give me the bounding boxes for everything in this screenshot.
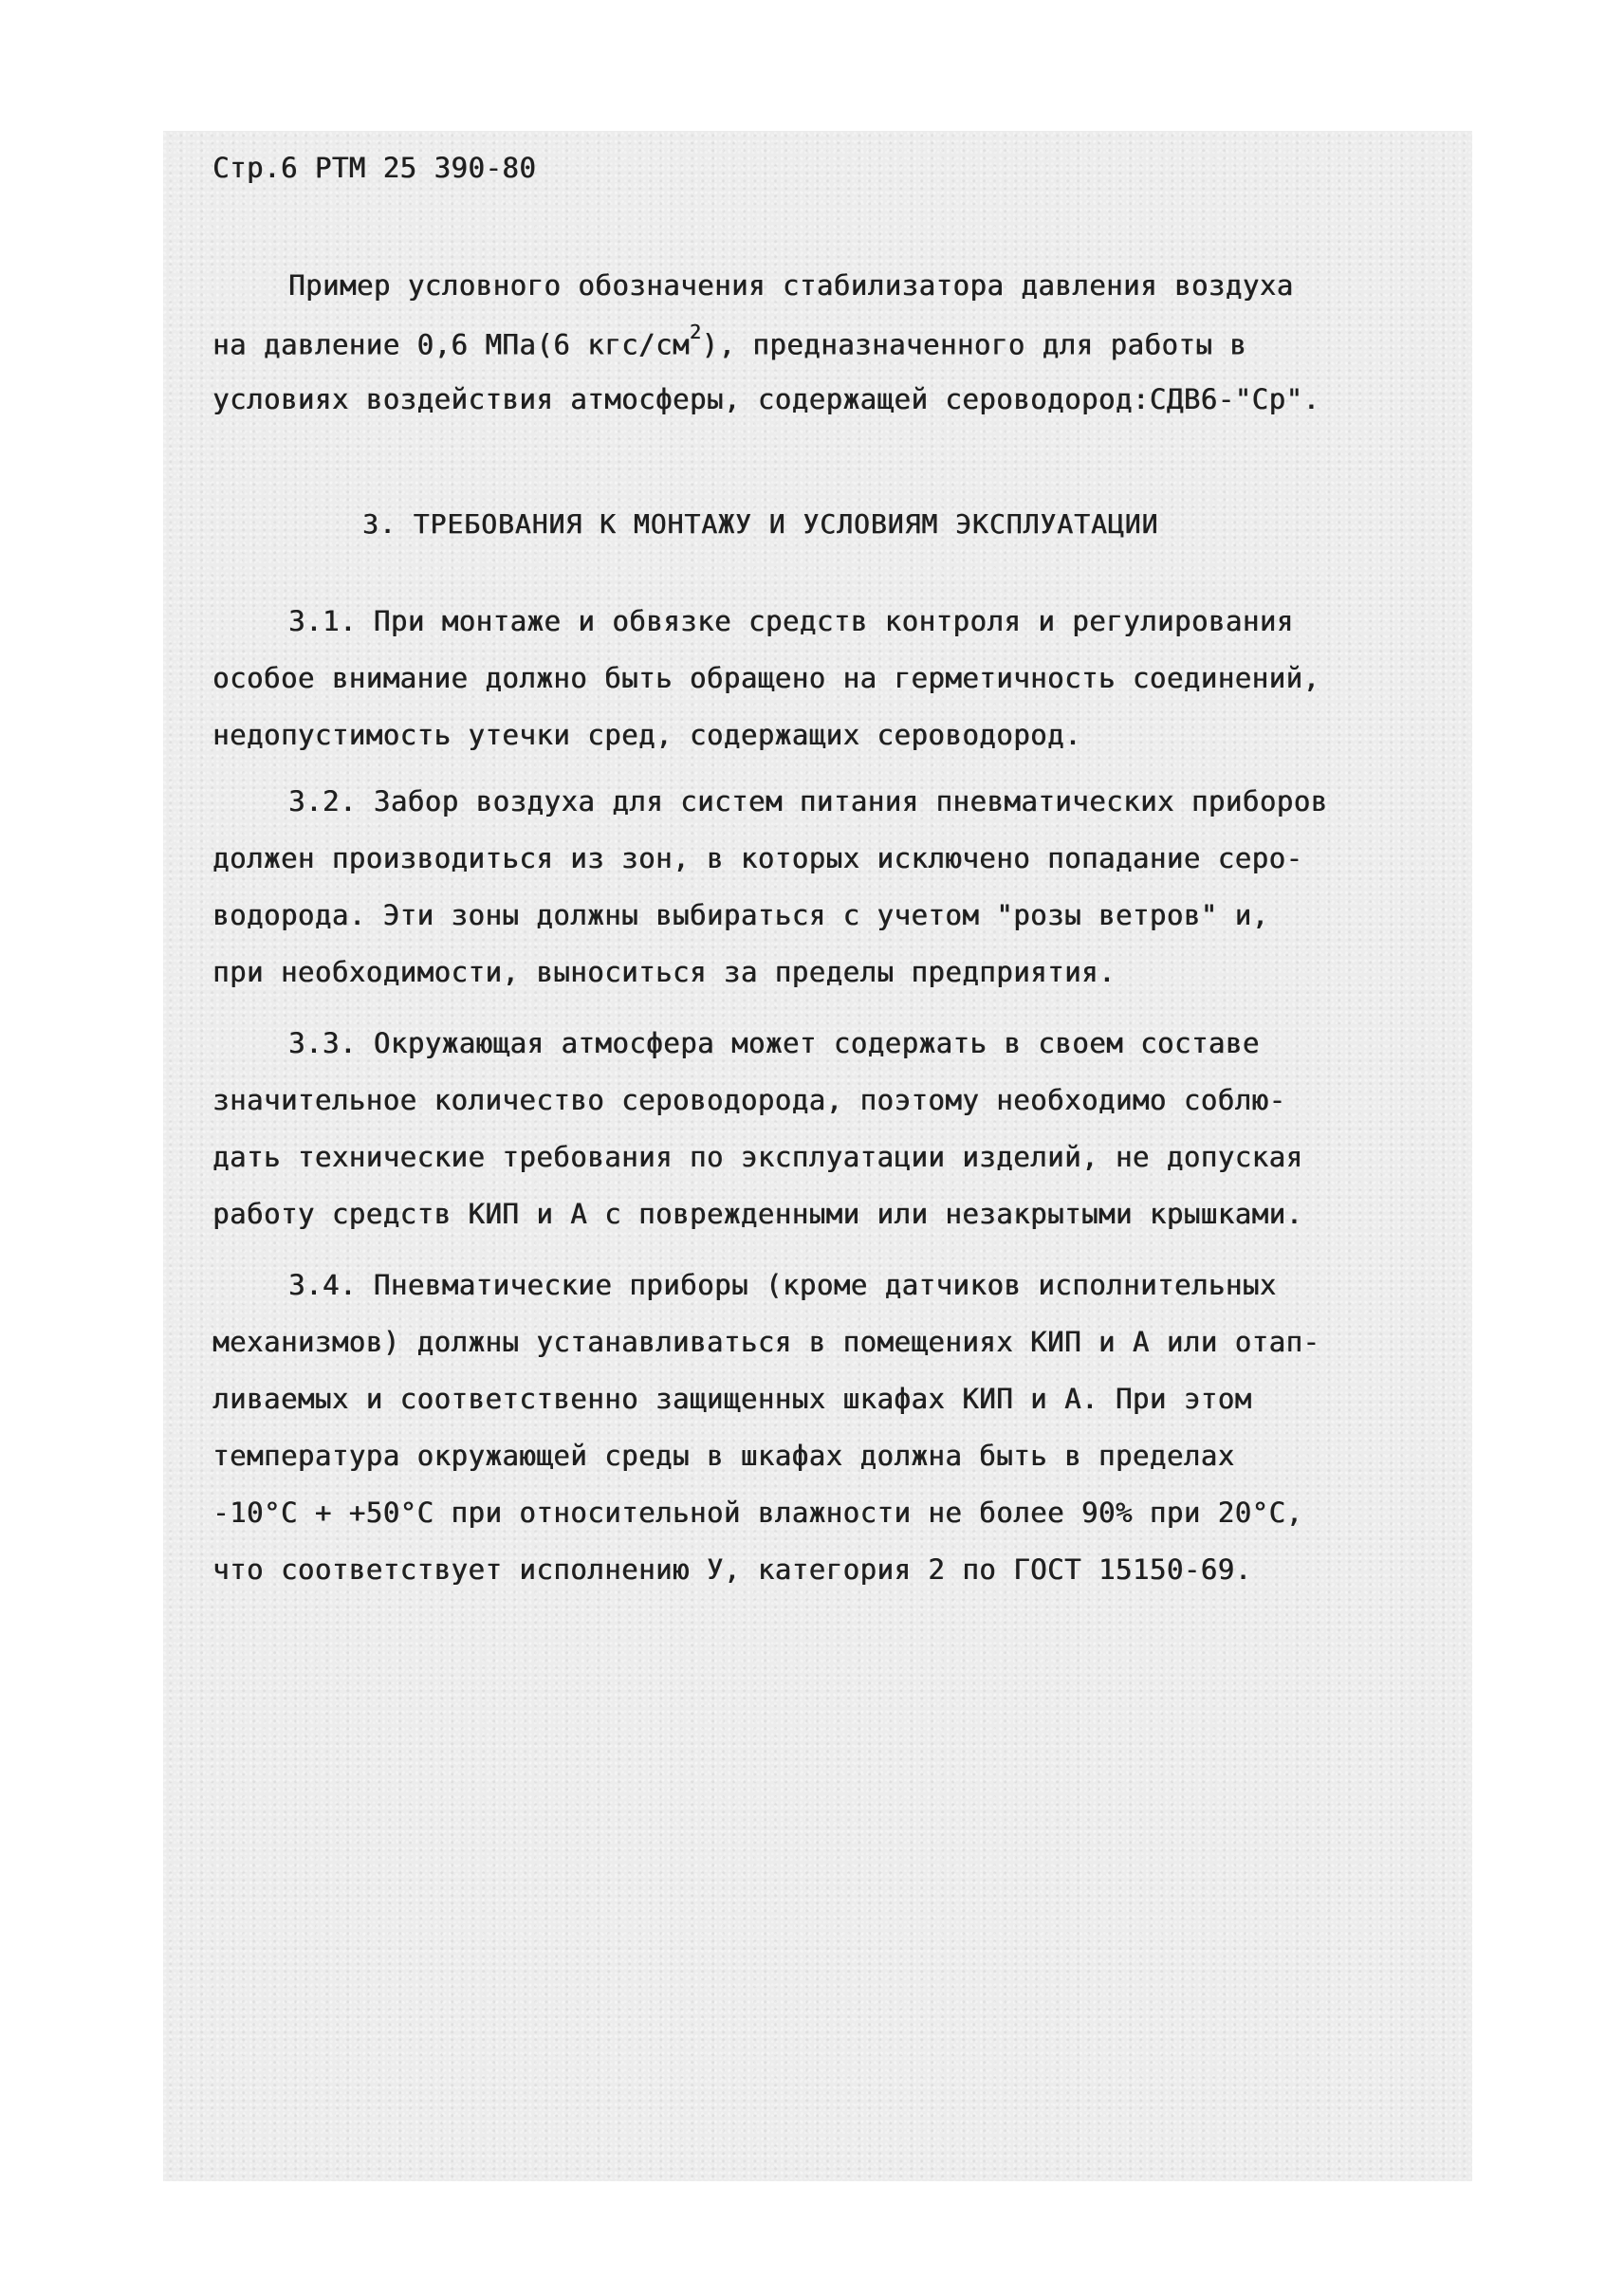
example-line-1: Пример условного обозначения стабилизатора давления воздуха [288,269,1294,302]
section-heading: 3. ТРЕБОВАНИЯ К МОНТАЖУ И УСЛОВИЯМ ЭКСПЛУАТАЦИИ [362,508,1159,540]
clause-3-4-line-6: что соответствует исполнению У, категория 2 по ГОСТ 15150-69. [212,1553,1252,1586]
clause-3-4-line-1: 3.4. Пневматические приборы (кроме датчиков исполнительных [288,1269,1277,1301]
clause-3-1-line-2: особое внимание должно быть обращено на герметичность соединений, [212,662,1320,694]
clause-3-1-line-1: 3.1. При монтаже и обвязке средств контроля и регулирования [288,605,1294,637]
clause-3-4-line-4: температура окружающей среды в шкафах должна быть в пределах [212,1440,1235,1472]
clause-3-4-line-5: -10°С + +50°С при относительной влажности не более 90% при 20°С, [212,1497,1303,1529]
clause-3-1-line-3: недопустимость утечки сред, содержащих сероводород. [212,719,1081,751]
clause-3-2-line-1: 3.2. Забор воздуха для систем питания пневматических приборов [288,785,1328,817]
clause-3-4-line-3: ливаемых и соответственно защищенных шкафах КИП и А. При этом [212,1383,1252,1415]
clause-3-3-line-1: 3.3. Окружающая атмосфера может содержать в своем составе [288,1027,1260,1059]
document-page [163,131,1472,2181]
page-header: Стр.6 РТМ 25 390-80 [212,152,537,184]
clause-3-2-line-3: водорода. Эти зоны должны выбираться с учетом "розы ветров" и, [212,899,1269,931]
superscript-exponent: 2 [689,321,702,343]
clause-3-3-line-3: дать технические требования по эксплуатации изделий, не допуская [212,1141,1303,1173]
clause-3-3-line-4: работу средств КИП и А с поврежденными или незакрытыми крышками. [212,1198,1303,1230]
example-line-2 [212,321,1247,361]
example-line-3: условиях воздействия атмосферы, содержащей сероводород:СДВ6-"Ср". [212,383,1320,415]
example-line-2-end: ), предназначенного для работы в [701,328,1247,361]
clause-3-2-line-4: при необходимости, выноситься за пределы предприятия. [212,956,1116,988]
clause-3-2-line-2: должен производиться из зон, в которых исключено попадание серо- [212,842,1303,874]
example-line-2-start: на давление 0,6 МПа(6 кгс/см [212,328,690,361]
clause-3-3-line-2: значительное количество сероводорода, поэтому необходимо соблю- [212,1084,1286,1116]
clause-3-4-line-2: механизмов) должны устанавливаться в помещениях КИП и А или отап- [212,1326,1320,1358]
